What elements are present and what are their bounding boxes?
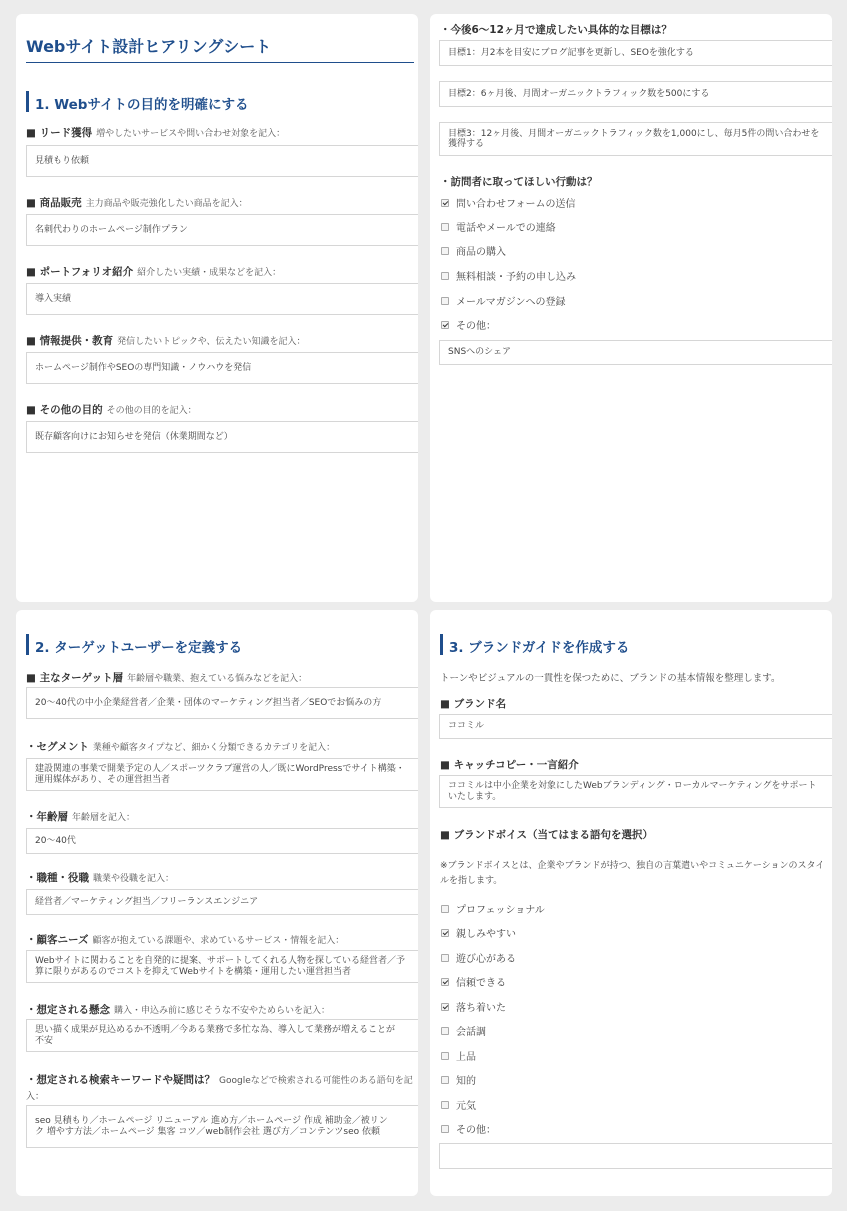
action-option-newsletter[interactable]: メールマガジンへの登録 bbox=[441, 293, 566, 308]
section1-title: 1. Webサイトの目的を明確にする bbox=[35, 97, 249, 113]
voice-other-input[interactable] bbox=[439, 1143, 832, 1169]
voice-option-energetic[interactable]: 元気 bbox=[441, 1097, 476, 1112]
goals-card bbox=[430, 14, 832, 602]
checkbox-checked-icon[interactable] bbox=[441, 1003, 449, 1011]
action-other-input[interactable]: SNSへのシェア bbox=[439, 340, 832, 365]
keyword-label: ・想定される検索キーワードや疑問は？ Googleなどで検索される可能性のある語句を記 bbox=[26, 1074, 413, 1086]
voice-option-professional[interactable]: プロフェッショナル bbox=[441, 901, 545, 916]
catch-label: ■ キャッチコピー・一言紹介 bbox=[440, 759, 579, 771]
brand-name-input[interactable]: ココミル bbox=[439, 714, 832, 739]
section1-accent-bar bbox=[26, 91, 29, 112]
section2-card bbox=[16, 610, 418, 1196]
section3-title: 3. ブランドガイドを作成する bbox=[449, 640, 630, 656]
voice-option-elegant[interactable]: 上品 bbox=[441, 1048, 476, 1063]
voice-option-trustworthy[interactable]: 信頼できる bbox=[441, 974, 506, 989]
goals-heading: ・今後6〜12ヶ月で達成したい具体的な目標は？ bbox=[440, 24, 672, 36]
checkbox-icon[interactable] bbox=[441, 272, 449, 280]
section3-accent-bar bbox=[440, 634, 443, 655]
lead-input[interactable]: 見積もり依頼 bbox=[26, 145, 418, 177]
goal3-input[interactable]: 目標3：12ヶ月後、月間オーガニックトラフィック数を1,000にし、毎月5件の問い合わせを 獲得する bbox=[439, 122, 832, 156]
voice-option-other[interactable]: その他： bbox=[441, 1121, 496, 1136]
sales-input[interactable]: 名刺代わりのホームページ制作プラン bbox=[26, 214, 418, 246]
keyword-input[interactable]: seo 見積もり／ホームページ リニューアル 進め方／ホームページ 作成 補助金／被リン ク 増やす方法／ホームページ 集客 コツ／web制作会社 選び方／コンテンツseo 依頼 bbox=[26, 1105, 418, 1148]
checkbox-checked-icon[interactable] bbox=[441, 321, 449, 329]
target-input[interactable]: 20〜40代の中小企業経営者／企業・団体のマーケティング担当者／SEOでお悩みの方 bbox=[26, 687, 418, 719]
section1-card bbox=[16, 14, 418, 602]
needs-input[interactable]: Webサイトに関わることを自発的に提案、サポートしてくれる人物を探している経営者／予 算に限りがあるのでコストを抑えてWebサイトを構築・運用したい運営担当者 bbox=[26, 950, 418, 983]
checkbox-icon[interactable] bbox=[441, 247, 449, 255]
job-input[interactable]: 経営者／マーケティング担当／フリーランスエンジニア bbox=[26, 889, 418, 915]
action-option-form[interactable]: 問い合わせフォームの送信 bbox=[441, 195, 576, 210]
checkbox-icon[interactable] bbox=[441, 1101, 449, 1109]
checkbox-checked-icon[interactable] bbox=[441, 929, 449, 937]
voice-option-conversational[interactable]: 会話調 bbox=[441, 1023, 486, 1038]
checkbox-icon[interactable] bbox=[441, 905, 449, 913]
voice-option-friendly[interactable]: 親しみやすい bbox=[441, 925, 516, 940]
voice-label: ■ ブランドボイス（当てはまる語句を選択） bbox=[440, 829, 653, 841]
checkbox-icon[interactable] bbox=[441, 1052, 449, 1060]
segment-input[interactable]: 建設関連の事業で開業予定の人／スポーツクラブ運営の人／既にWordPressでサイト構築・ 運用媒体があり、その運営担当者 bbox=[26, 758, 418, 791]
keyword-hint-continued: 入： bbox=[26, 1092, 45, 1102]
brand-name-label: ■ ブランド名 bbox=[440, 698, 507, 710]
checkbox-icon[interactable] bbox=[441, 1125, 449, 1133]
goal2-input[interactable]: 目標2：6ヶ月後、月間オーガニックトラフィック数を500にする bbox=[439, 81, 832, 107]
checkbox-icon[interactable] bbox=[441, 1076, 449, 1084]
section2-accent-bar bbox=[26, 634, 29, 655]
sales-label: ■ 商品販売 主力商品や販売強化したい商品を記入： bbox=[26, 197, 248, 209]
voice-option-playful[interactable]: 遊び心がある bbox=[441, 950, 516, 965]
sheet-title-rule bbox=[26, 62, 414, 63]
checkbox-icon[interactable] bbox=[441, 954, 449, 962]
portfolio-label: ■ ポートフォリオ紹介 紹介したい実績・成果などを記入： bbox=[26, 266, 282, 278]
voice-note-line2: ルを指します。 bbox=[440, 876, 503, 886]
voice-option-calm[interactable]: 落ち着いた bbox=[441, 999, 506, 1014]
checkbox-icon[interactable] bbox=[441, 1027, 449, 1035]
other-purpose-label: ■ その他の目的 その他の目的を記入： bbox=[26, 404, 197, 416]
section2-title: 2. ターゲットユーザーを定義する bbox=[35, 640, 243, 656]
portfolio-input[interactable]: 導入実績 bbox=[26, 283, 418, 315]
action-option-consult[interactable]: 無料相談・予約の申し込み bbox=[441, 268, 576, 283]
section3-card bbox=[430, 610, 832, 1196]
concern-input[interactable]: 思い描く成果が見込めるか不透明／今ある業務で多忙な為、導入して業務が増えることが 不安 bbox=[26, 1019, 418, 1052]
actions-heading: ・訪問者に取ってほしい行動は？ bbox=[440, 176, 598, 188]
segment-label: ・セグメント 業種や顧客タイプなど、細かく分類できるカテゴリを記入： bbox=[26, 741, 336, 753]
other-purpose-input[interactable]: 既存顧客向けにお知らせを発信（休業期間など） bbox=[26, 421, 418, 453]
voice-note-line1: ※ブランドボイスとは、企業やブランドが持つ、独自の言葉遣いやコミュニケーションのスタイ bbox=[440, 861, 825, 871]
checkbox-checked-icon[interactable] bbox=[441, 199, 449, 207]
lead-label: ■ リード獲得 増やしたいサービスや問い合わせ対象を記入： bbox=[26, 127, 286, 139]
checkbox-checked-icon[interactable] bbox=[441, 978, 449, 986]
info-input[interactable]: ホームページ制作やSEOの専門知識・ノウハウを発信 bbox=[26, 352, 418, 384]
action-option-purchase[interactable]: 商品の購入 bbox=[441, 243, 506, 258]
age-label: ・年齢層 年齢層を記入： bbox=[26, 811, 136, 823]
action-option-other[interactable]: その他： bbox=[441, 317, 496, 332]
goal1-input[interactable]: 目標1：月2本を目安にブログ記事を更新し、SEOを強化する bbox=[439, 40, 832, 66]
action-option-contact[interactable]: 電話やメールでの連絡 bbox=[441, 219, 556, 234]
sheet-title: Webサイト設計ヒアリングシート bbox=[26, 37, 272, 56]
info-label: ■ 情報提供・教育 発信したいトピックや、伝えたい知識を記入： bbox=[26, 335, 306, 347]
age-input[interactable]: 20〜40代 bbox=[26, 828, 418, 854]
concern-label: ・想定される懸念 購入・申込み前に感じそうな不安やためらいを記入： bbox=[26, 1004, 331, 1016]
voice-option-intellectual[interactable]: 知的 bbox=[441, 1072, 476, 1087]
checkbox-icon[interactable] bbox=[441, 297, 449, 305]
needs-label: ・顧客ニーズ 顧客が抱えている課題や、求めているサービス・情報を記入： bbox=[26, 934, 345, 946]
checkbox-icon[interactable] bbox=[441, 223, 449, 231]
job-label: ・職種・役職 職業や役職を記入： bbox=[26, 872, 175, 884]
section3-intro: トーンやビジュアルの一貫性を保つために、ブランドの基本情報を整理します。 bbox=[440, 673, 781, 684]
catch-input[interactable]: ココミルは中小企業を対象にしたWebブランディング・ローカルマーケティングをサポート いたします。 bbox=[439, 775, 832, 808]
target-label: ■ 主なターゲット層 年齢層や職業、抱えている悩みなどを記入： bbox=[26, 672, 308, 684]
